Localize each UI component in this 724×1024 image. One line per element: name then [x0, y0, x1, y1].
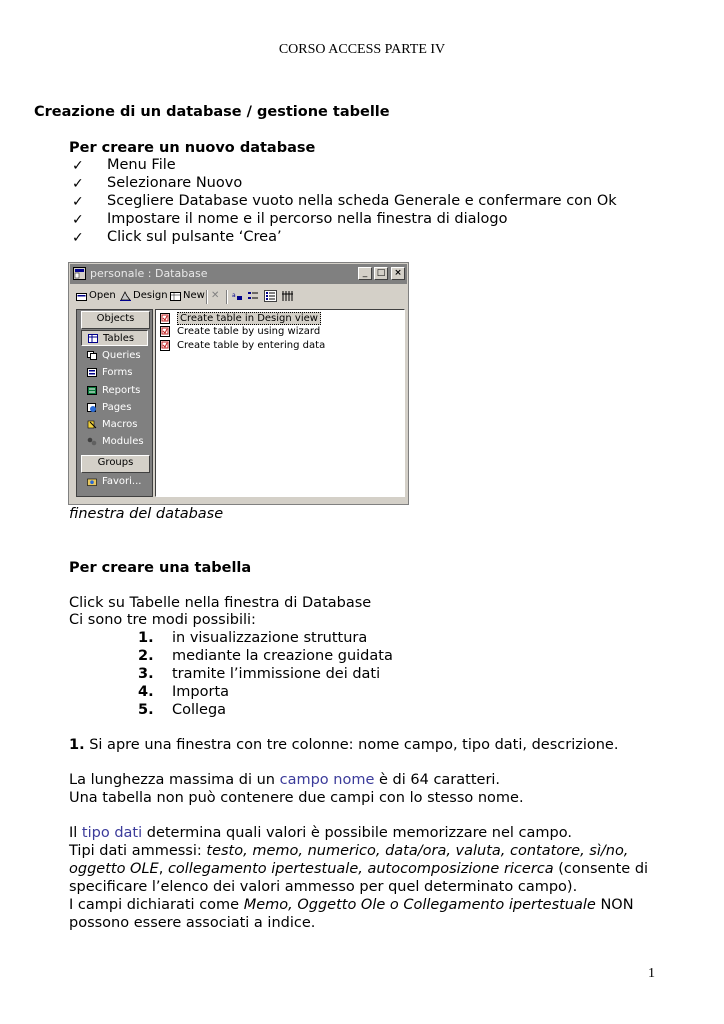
nav-item-label: Queries: [102, 349, 141, 361]
nav-item-label: Favori...: [102, 475, 142, 487]
objects-bar: [76, 309, 153, 497]
nav-item-reports[interactable]: [81, 382, 148, 398]
checkmark-icon: ✓: [72, 194, 84, 210]
nav-item-label: Forms: [102, 366, 133, 378]
window-title: personale : Database: [90, 267, 208, 280]
paragraph-text: Si apre una finestra con tre colonne: nome campo, tipo dati, descrizione.: [84, 737, 619, 753]
list-number: 4.: [138, 684, 154, 700]
module-icon: [87, 437, 97, 446]
text-line: Click su Tabelle nella finestra di Database: [69, 595, 372, 611]
objects-header-button[interactable]: Objects: [81, 311, 150, 329]
text-line: specificare l’elenco dei valori ammesso per quel determinato campo).: [69, 879, 578, 895]
nav-item-macros[interactable]: [81, 416, 148, 432]
figure-caption: finestra del database: [69, 506, 224, 522]
paragraph-number: 1.: [69, 737, 85, 753]
nav-item-favorites[interactable]: [81, 473, 148, 489]
new-label: New: [183, 290, 205, 301]
list-item: mediante la creazione guidata: [172, 648, 393, 664]
page-header: CORSO ACCESS PARTE IV: [278, 42, 446, 57]
shortcut-icon: [160, 313, 170, 324]
text-run: determina quali valori è possibile memorizzare nel campo.: [142, 825, 572, 841]
shortcut-icon: [160, 340, 170, 351]
close-button[interactable]: ×: [391, 267, 405, 280]
list-item-label: Create table by entering data: [177, 340, 326, 351]
text-line: [69, 843, 628, 859]
nav-item-modules[interactable]: [81, 433, 148, 449]
list-item[interactable]: [160, 326, 320, 337]
paragraph-columns: [69, 737, 618, 753]
list-number: 3.: [138, 666, 154, 682]
list-number: 5.: [138, 702, 154, 718]
list-item[interactable]: [160, 340, 325, 351]
nav-item-label: Tables: [103, 332, 135, 344]
open-button[interactable]: [76, 290, 116, 301]
text-line: Ci sono tre modi possibili:: [69, 612, 256, 628]
checkmark-icon: ✓: [72, 158, 84, 174]
text-run-italic: testo, memo, numerico, data/ora, valuta, contatore, sì/no,: [206, 843, 629, 859]
text-run-italic: Memo, Oggetto Ole o Collegamento ipertestuale: [243, 897, 596, 913]
open-label: Open: [89, 290, 116, 301]
section-title: Creazione di un database / gestione tabelle: [34, 104, 390, 120]
small-icons-view-icon[interactable]: [248, 291, 259, 301]
new-database-heading: Per creare un nuovo database: [69, 140, 316, 156]
create-table-heading: Per creare una tabella: [69, 560, 252, 576]
window-toolbar: [70, 286, 407, 308]
list-item[interactable]: [160, 312, 321, 325]
text-line: Una tabella non può contenere due campi con lo stesso nome.: [69, 790, 524, 806]
nav-item-label: Modules: [102, 435, 144, 447]
step-item: Selezionare Nuovo: [107, 175, 243, 191]
minimize-button[interactable]: _: [358, 267, 372, 280]
nav-item-label: Reports: [102, 384, 141, 396]
delete-button[interactable]: [211, 290, 219, 301]
form-icon: [87, 368, 97, 377]
database-window: [68, 262, 409, 505]
text-run: Il: [69, 825, 82, 841]
list-item: Collega: [172, 702, 227, 718]
step-item: Menu File: [107, 157, 176, 173]
nav-item-queries[interactable]: [81, 347, 148, 363]
large-icons-view-icon[interactable]: [232, 291, 243, 301]
favorites-folder-icon: [87, 477, 97, 486]
list-item: in visualizzazione struttura: [172, 630, 368, 646]
nav-item-forms[interactable]: [81, 364, 148, 380]
list-item-label: Create table by using wizard: [177, 326, 321, 337]
maximize-button[interactable]: □: [374, 267, 388, 280]
text-run: (consente di: [553, 861, 649, 877]
term-tipo-dati: tipo dati: [81, 825, 143, 841]
design-icon: [120, 291, 131, 301]
view-buttons: [232, 290, 293, 302]
step-item: Impostare il nome e il percorso nella finestra di dialogo: [107, 211, 508, 227]
report-icon: [87, 386, 97, 395]
toolbar-separator: [226, 290, 228, 304]
checkmark-icon: ✓: [72, 230, 84, 246]
term-campo-nome: campo nome: [279, 772, 375, 788]
design-label: Design: [133, 290, 168, 301]
window-titlebar: [70, 264, 407, 284]
page-icon: [87, 403, 97, 412]
step-item: Scegliere Database vuoto nella scheda Generale e confermare con Ok: [107, 193, 617, 209]
list-item: tramite l’immissione dei dati: [172, 666, 381, 682]
paragraph-data-type: [69, 825, 572, 841]
checkmark-icon: ✓: [72, 212, 84, 228]
text-run: I campi dichiarati come: [69, 897, 244, 913]
text-run-italic: collegamento ipertestuale, autocomposizione ricerca: [167, 861, 554, 877]
shortcut-icon: [160, 326, 170, 337]
text-run: è di 64 caratteri.: [374, 772, 501, 788]
page-number: 1: [648, 966, 655, 981]
table-icon: [88, 334, 98, 343]
text-run: La lunghezza massima di un: [69, 772, 280, 788]
new-button[interactable]: [170, 290, 205, 301]
design-button[interactable]: [120, 290, 168, 301]
nav-item-tables[interactable]: [81, 330, 148, 346]
text-run: NON: [595, 897, 634, 913]
svg-text:a: a: [232, 292, 236, 299]
text-line: [69, 861, 648, 877]
list-number: 2.: [138, 648, 154, 664]
nav-item-label: Macros: [102, 418, 138, 430]
groups-header-button[interactable]: Groups: [81, 455, 150, 473]
list-item: Importa: [172, 684, 230, 700]
checkmark-icon: ✓: [72, 176, 84, 192]
query-icon: [87, 351, 97, 360]
text-run: Tipi dati ammessi:: [69, 843, 207, 859]
database-app-icon: [73, 267, 86, 280]
text-line: possono essere associati a indice.: [69, 915, 316, 931]
list-item-label: Create table in Design view: [177, 312, 321, 325]
toolbar-separator: [206, 290, 208, 304]
step-item: Click sul pulsante ‘Crea’: [107, 229, 282, 245]
text-run: ,: [158, 861, 168, 877]
text-run-italic: oggetto OLE: [69, 861, 159, 877]
open-icon: [76, 291, 87, 301]
details-view-icon[interactable]: [282, 291, 293, 301]
macro-icon: [87, 420, 97, 429]
list-number: 1.: [138, 630, 154, 646]
list-view-icon[interactable]: [264, 290, 277, 302]
text-line: [69, 897, 634, 913]
objects-list: [155, 309, 405, 497]
nav-item-label: Pages: [102, 401, 132, 413]
delete-icon: ✕: [211, 290, 220, 301]
paragraph-field-name: [69, 772, 500, 788]
nav-item-pages[interactable]: [81, 399, 148, 415]
new-icon: [170, 291, 181, 301]
